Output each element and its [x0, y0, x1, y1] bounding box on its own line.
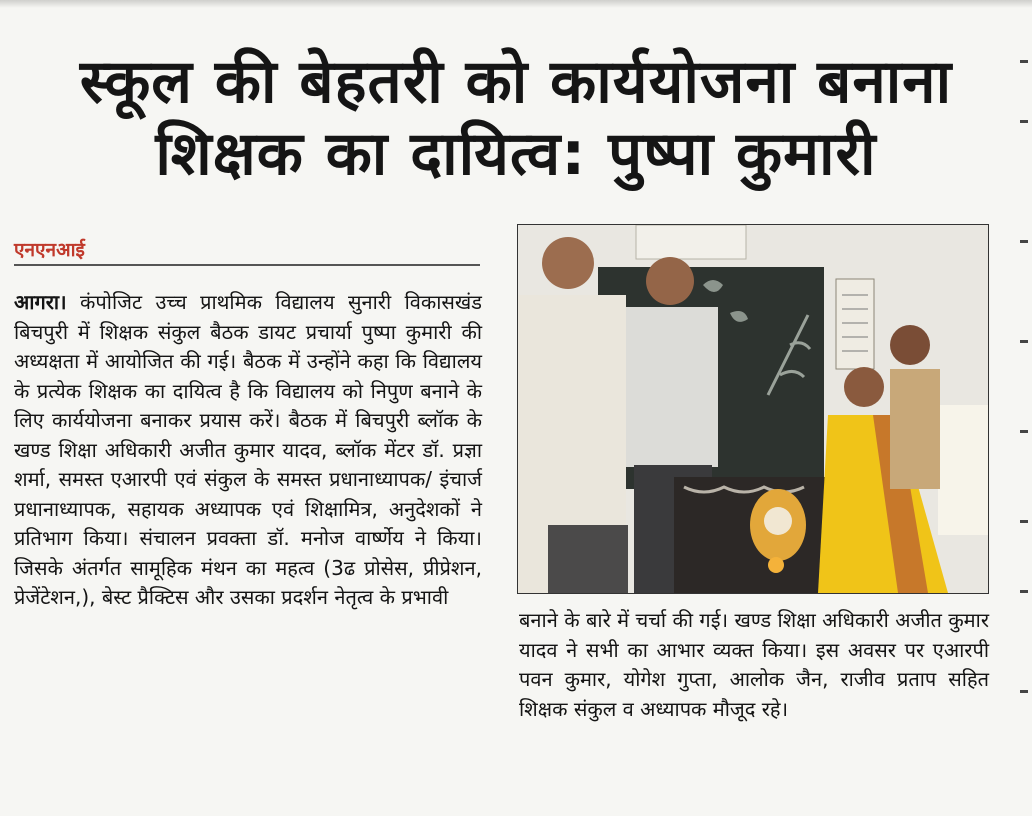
byline: एनएनआई	[14, 239, 85, 261]
news-photo	[517, 224, 989, 594]
article-column-left	[14, 288, 482, 613]
adjacent-column-edge	[1016, 50, 1032, 790]
previous-article-strip	[0, 0, 1032, 8]
headline-line-2: शिक्षक का दायित्व: पुष्पा कुमारी	[155, 119, 877, 189]
headline-line-1: स्कूल की बेहतरी को कार्ययोजना बनाना	[79, 47, 953, 117]
photo-illustration	[518, 225, 988, 593]
article-column-right: बनाने के बारे में चर्चा की गई। खण्ड शिक्षा अधिकारी अजीत कुमार यादव ने सभी का आभार व्यक्त किया। इस अवसर पर एआरपी पवन कुमार, योगेश गुप्ता, आलोक जैन, राजीव प्रताप सहित शिक्षक संकुल व अध्यापक मौजूद रहे।	[519, 608, 989, 721]
byline-rule	[14, 264, 480, 266]
dateline: आगरा।	[14, 290, 67, 314]
article-body-left: कंपोजिट उच्च प्राथमिक विद्यालय सुनारी विकासखंड बिचपुरी में शिक्षक संकुल बैठक डायट प्रचार्या पुष्पा कुमारी की अध्यक्षता में आयोजित की गई। बैठक में उन्होंने कहा कि विद्यालय के प्रत्येक शिक्षक का दायित्व है कि विद्यालय को निपुण बनाने के लिए कार्ययोजना बनाकर प्रयास करें। बैठक में बिचपुरी ब्लॉक के खण्ड शिक्षा अधिकारी अजीत कुमार यादव, ब्लॉक मेंटर डॉ. प्रज्ञा शर्मा, समस्त एआरपी एवं संकुल के समस्त प्रधानाध्यापक/ इंचार्ज प्रधानाध्यापक, सहायक अध्यापक एवं शिक्षामित्र, अनुदेशकों ने प्रतिभाग किया। संचालन प्रवक्ता डॉ. मनोज वार्ष्णेय ने किया। जिसके अंतर्गत सामूहिक मंथन का महत्व (3ढ प्रोसेस, प्रीप्रेशन, प्रेजेंटेशन,), बेस्ट प्रैक्टिस और उसका प्रदर्शन नेतृत्व के प्रभावी	[14, 290, 482, 609]
